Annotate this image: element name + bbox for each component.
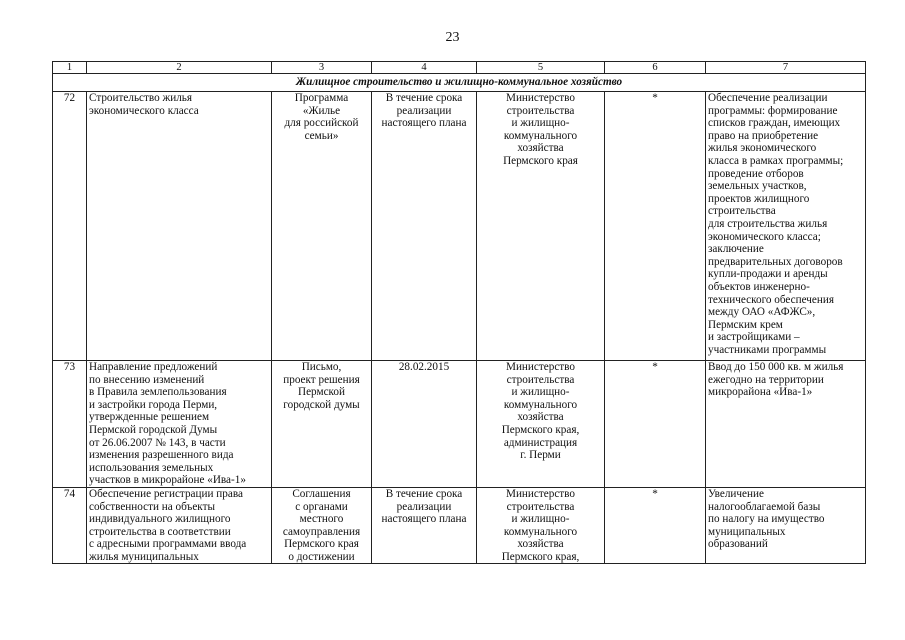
row-number: 74 [63, 487, 76, 500]
measure-cell: Направление предложений по внесению изменений в Правила землепользования и застройки города Перми, утвержденные решением Пермской городской Думы от 26.06.2007 № 143, в части изменения разрешенного вида использования земельных участков в микрорайоне «Ива-1» [89, 361, 246, 487]
result-cell: Ввод до 150 000 кв. м жилья ежегодно на территории микрорайона «Ива-1» [708, 361, 844, 399]
column-number: 3 [272, 62, 372, 74]
document-cell: Письмо, проект решения Пермской городской думы [283, 361, 360, 411]
column-number-row [53, 62, 866, 74]
executor-cell: Министерство строительства и жилищно- коммунального хозяйства Пермского края [503, 92, 578, 167]
table-row [53, 487, 866, 563]
result-cell: Увеличение налогооблагаемой базы по налогу на имущество муниципальных образований [708, 487, 825, 551]
deadline-cell: 28.02.2015 [398, 361, 450, 373]
measure-cell: Обеспечение регистрации права собственности на объекты индивидуального жилищного строительства в соответствии с адресными программами ввода жилья муниципальных [89, 487, 247, 563]
asterisk-cell: * [652, 487, 658, 500]
table-row [53, 361, 866, 488]
executor-cell: Министерство строительства и жилищно- коммунального хозяйства Пермского края, [501, 487, 580, 563]
plan-table [52, 61, 866, 564]
section-row [53, 74, 866, 92]
deadline-cell: В течение срока реализации настоящего плана [381, 487, 467, 526]
column-number: 6 [605, 62, 706, 74]
column-number: 4 [372, 62, 477, 74]
column-number: 7 [706, 62, 866, 74]
row-number: 72 [63, 92, 76, 104]
result-cell: Обеспечение реализации программы: формирование списков граждан, имеющих право на приобретение жилья экономического класса в рамках программы; проведение отборов земельных участков, проектов жилищного строительства для строительства жилья экономического класса; заключение предварительных договоров купли-продажи и аренды объектов инженерно- технического обеспечения между ОАО «АФЖС», Пермским крем и застройщиками – участниками программы [708, 92, 844, 356]
table-row [53, 92, 866, 361]
asterisk-cell: * [652, 92, 658, 104]
deadline-cell: В течение срока реализации настоящего плана [381, 92, 467, 130]
row-number: 73 [63, 361, 76, 373]
asterisk-cell: * [652, 361, 658, 373]
column-number: 5 [477, 62, 605, 74]
page-number: 23 [445, 30, 460, 45]
document-cell: Программа «Жилье для российской семьи» [284, 92, 359, 142]
column-number: 1 [53, 62, 87, 74]
document-cell: Соглашения с органами местного самоуправления Пермского края о достижении [282, 487, 361, 563]
column-number: 2 [87, 62, 272, 74]
measure-cell: Строительство жилья экономического класса [89, 92, 199, 117]
section-title: Жилищное строительство и жилищно-коммунальное хозяйство [53, 74, 866, 92]
executor-cell: Министерство строительства и жилищно- коммунального хозяйства Пермского края, администрация г. Перми [501, 361, 580, 462]
